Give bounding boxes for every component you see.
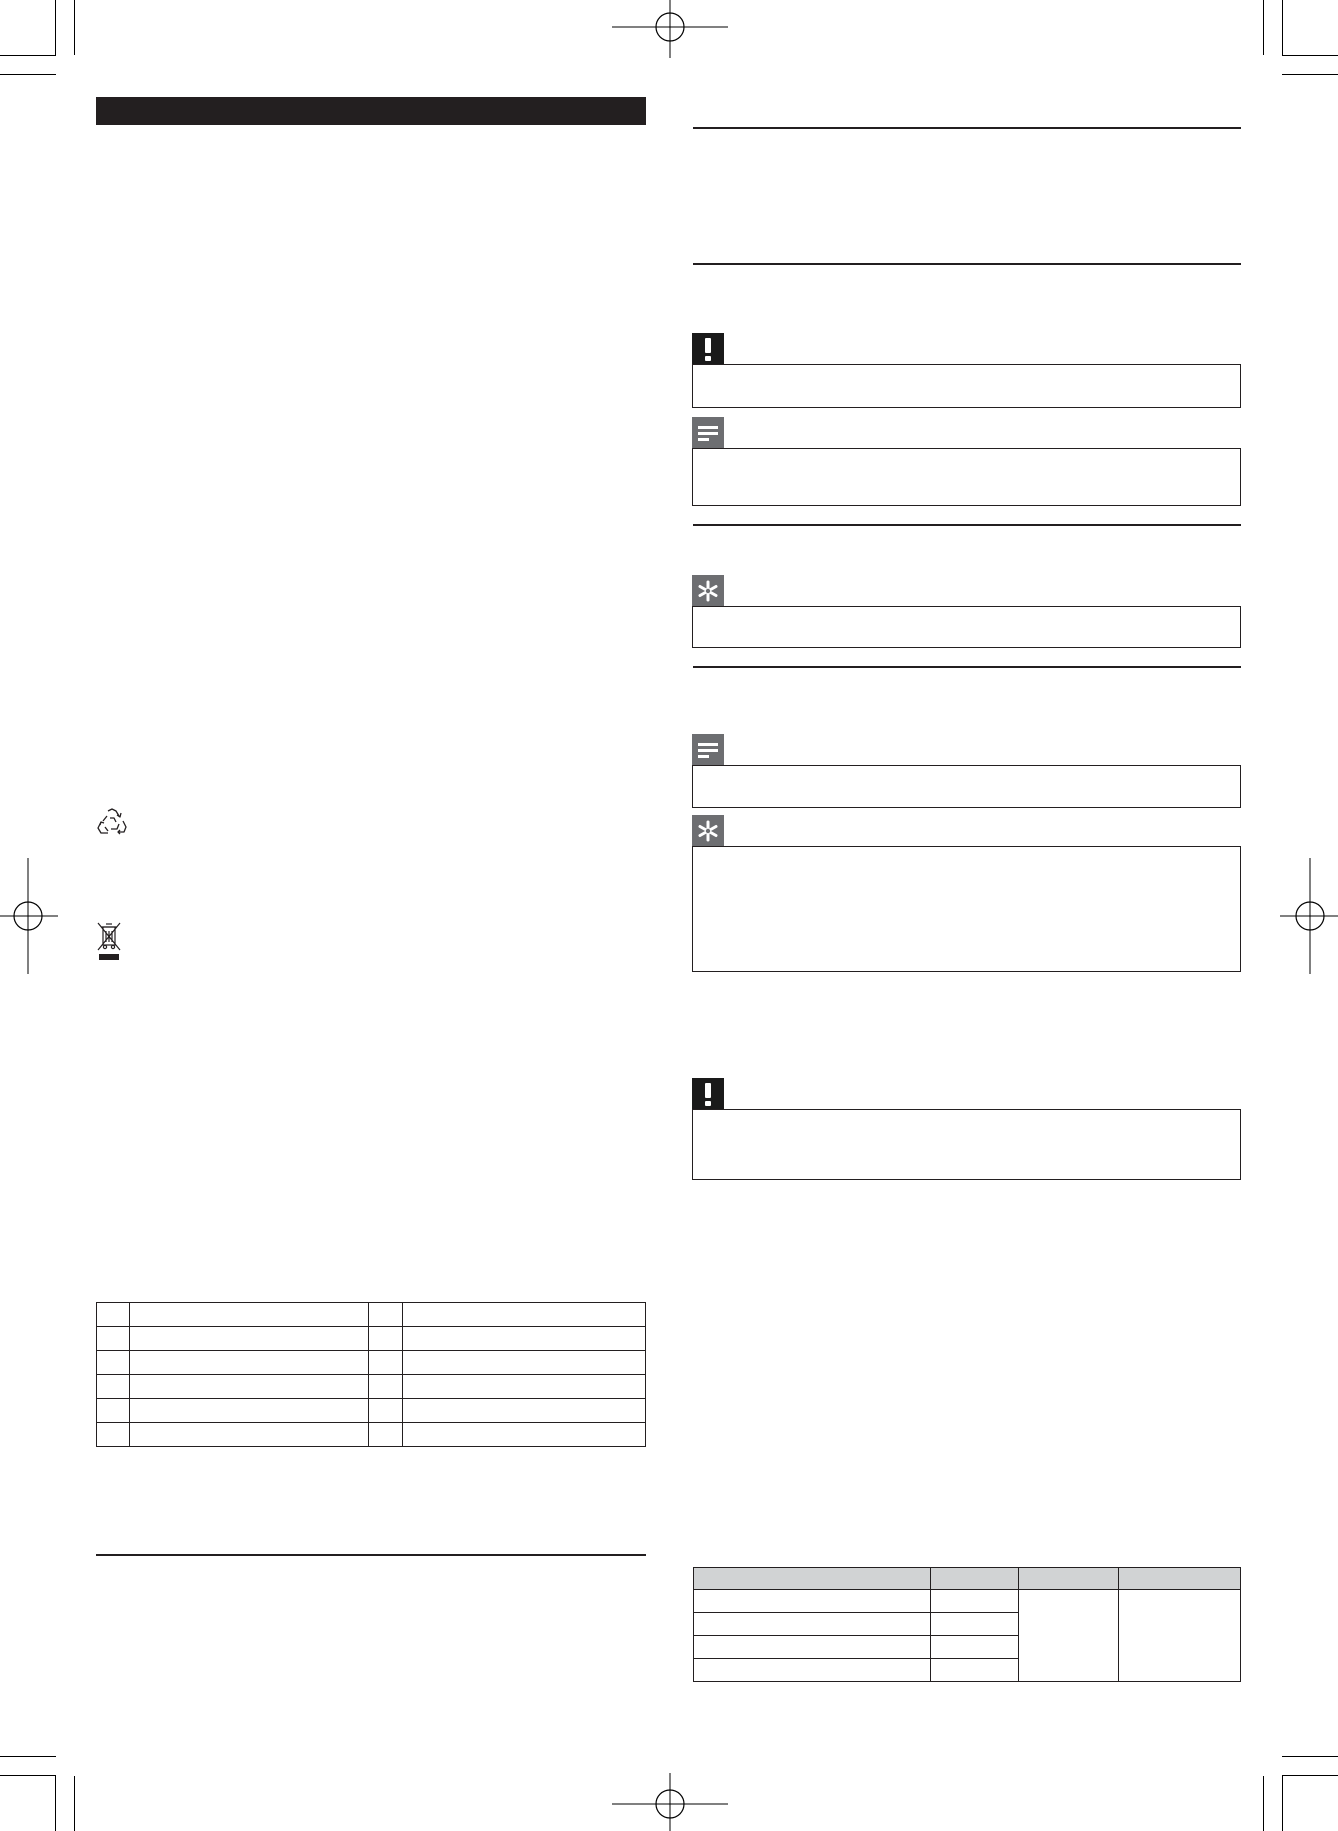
section-rule-left-bottom [96,1554,646,1556]
table-cell [129,1399,369,1423]
tip-box-2 [692,846,1241,972]
table-cell [369,1327,403,1351]
table-cell [129,1327,369,1351]
table-cell [403,1399,646,1423]
crossed-out-wheelie-bin-icon [96,922,122,962]
table-cell [930,1613,1019,1636]
table-row [97,1327,646,1351]
right-table [693,1567,1241,1682]
left-table [96,1302,646,1447]
table-cell [369,1303,403,1327]
table-cell [129,1303,369,1327]
table-cell [97,1327,130,1351]
table-cell [403,1375,646,1399]
registration-mark-bottom [612,1771,728,1831]
warning-icon [692,333,724,365]
table-row [97,1351,646,1375]
table-cell [369,1375,403,1399]
table-cell [694,1590,931,1613]
table-cell [129,1423,369,1447]
table-cell [129,1375,369,1399]
table-cell [369,1423,403,1447]
table-cell-merged [1019,1590,1119,1682]
table-row [97,1303,646,1327]
note-box-1 [692,448,1241,506]
header-cell [694,1568,931,1590]
table-row [97,1399,646,1423]
section-rule-4 [693,666,1241,668]
registration-mark-left [0,858,60,974]
warning-icon [692,1078,724,1110]
table-cell [403,1351,646,1375]
header-cell [930,1568,1019,1590]
tip-icon [692,575,724,607]
table-cell [97,1399,130,1423]
table-cell [930,1659,1019,1682]
header-cell [1019,1568,1119,1590]
table-cell [129,1351,369,1375]
recycle-icon [96,808,128,838]
table-cell [403,1303,646,1327]
tip-box-1 [692,606,1241,648]
note-icon [692,417,724,449]
table-cell-merged [1119,1590,1241,1682]
table-cell [97,1375,130,1399]
table-cell [694,1659,931,1682]
table-cell [97,1351,130,1375]
table-header-row [694,1568,1241,1590]
section-rule-3 [693,524,1241,526]
registration-mark-right [1278,858,1338,974]
table-cell [694,1636,931,1659]
table-cell [403,1327,646,1351]
registration-mark-top [612,0,728,60]
warning-box-2 [692,1109,1241,1180]
table-cell [403,1423,646,1447]
section-rule-1 [693,127,1241,129]
table-row [694,1590,1241,1613]
table-cell [97,1303,130,1327]
section-title-bar [96,97,646,125]
table-cell [930,1590,1019,1613]
table-row [97,1375,646,1399]
table-cell [930,1636,1019,1659]
header-cell [1119,1568,1241,1590]
warning-box-1 [692,364,1241,408]
note-icon [692,734,724,766]
table-cell [369,1351,403,1375]
section-rule-2 [693,263,1241,265]
table-cell [97,1423,130,1447]
tip-icon [692,815,724,847]
table-row [97,1423,646,1447]
note-box-2 [692,765,1241,808]
table-cell [369,1399,403,1423]
table-cell [694,1613,931,1636]
